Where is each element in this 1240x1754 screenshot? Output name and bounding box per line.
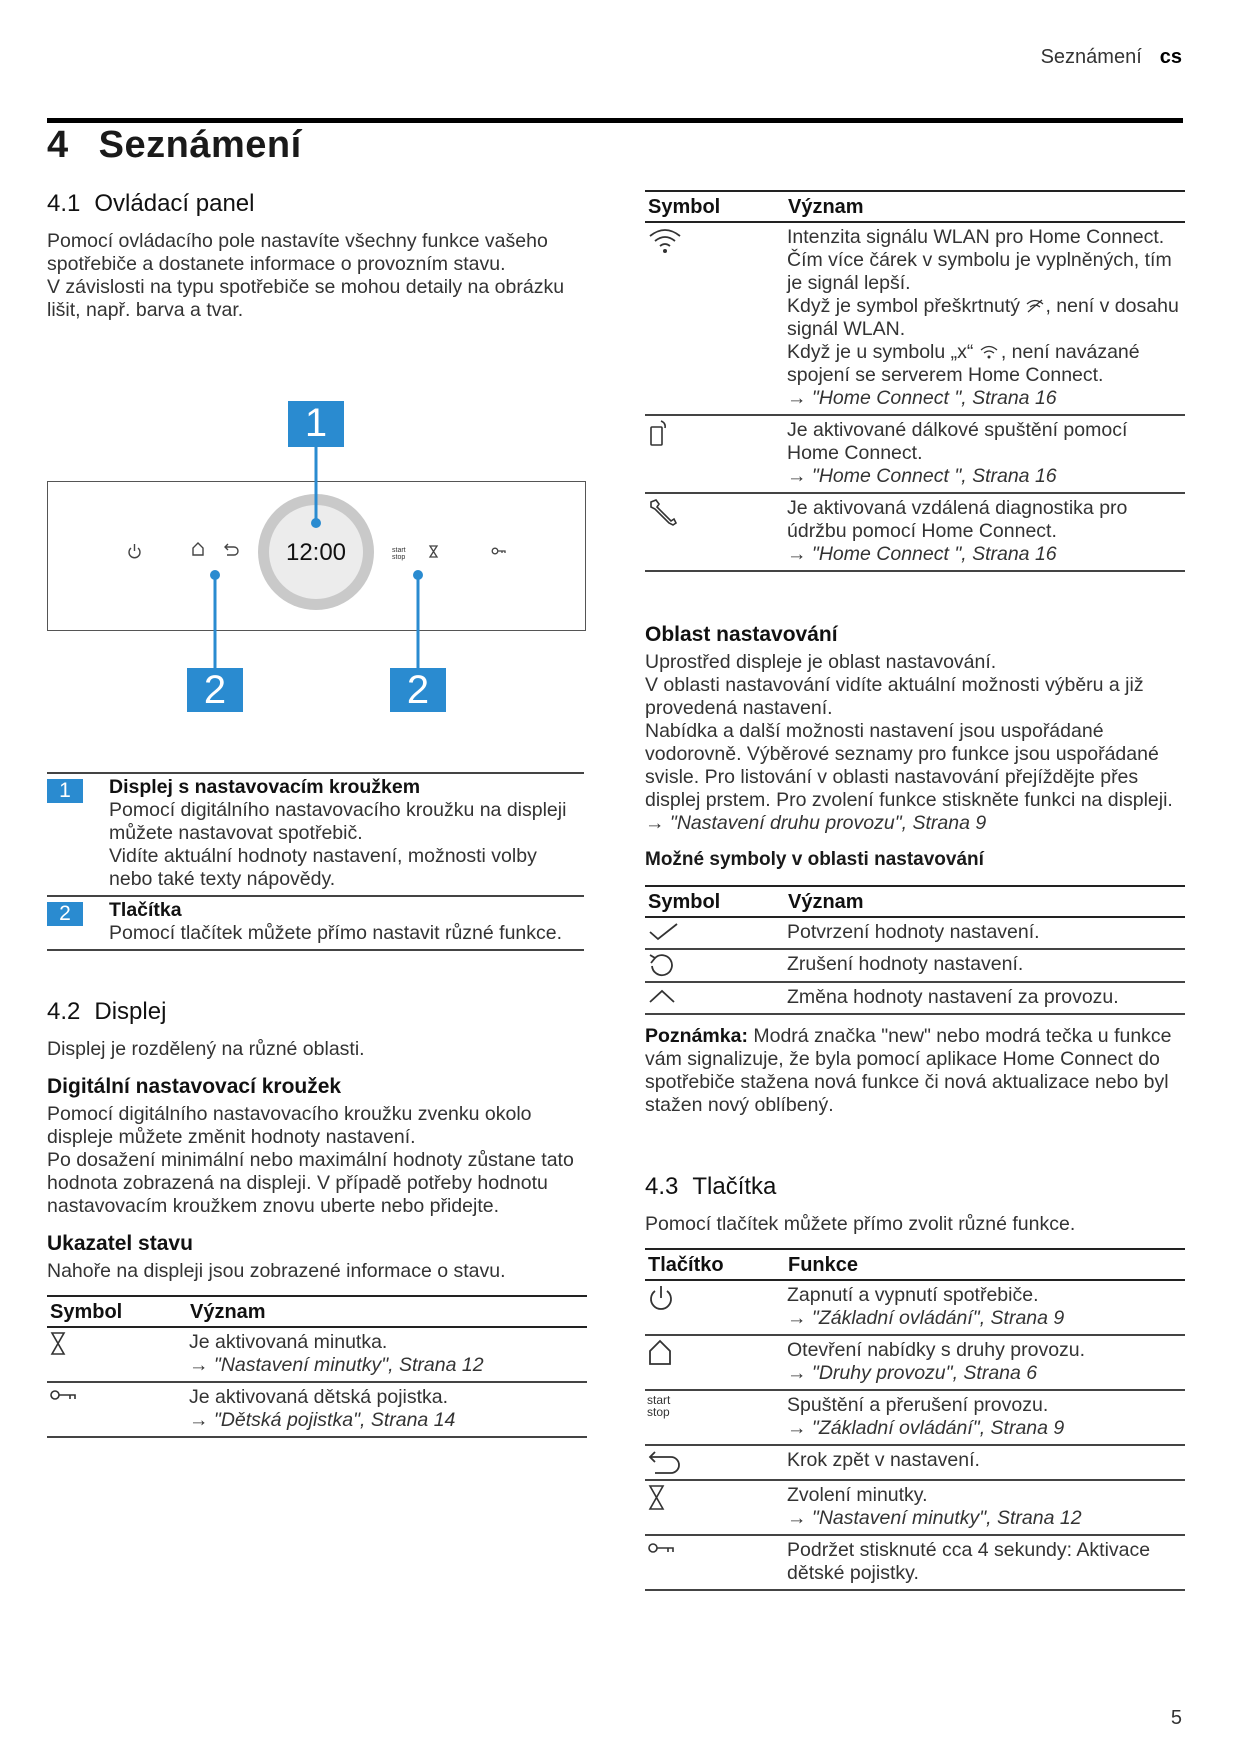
- legend-title: Tlačítka: [109, 899, 182, 921]
- page-number: 5: [1170, 1707, 1182, 1729]
- stop-label: stop: [392, 554, 406, 561]
- table-cell: Zapnutí a vypnutí spotřebiče.: [787, 1284, 1039, 1306]
- section-4-3-heading: [645, 1173, 1185, 1201]
- hourglass-icon: [647, 1484, 667, 1512]
- table-cell: Změna hodnoty nastavení za provozu.: [785, 982, 1185, 1014]
- table-header: Funkce: [785, 1249, 1185, 1280]
- back-icon: [647, 1449, 683, 1475]
- hourglass-icon: [49, 1331, 69, 1357]
- running-header-lang: cs: [1159, 46, 1182, 68]
- table-cell: Zrušení hodnoty nastavení.: [785, 949, 1185, 982]
- legend-badge: 2: [47, 902, 83, 926]
- settings-symbols-table: [645, 885, 1185, 1015]
- display-time: 12:00: [285, 539, 347, 566]
- hourglass-icon: [430, 546, 437, 557]
- table-cell-with-icon: [787, 341, 1183, 387]
- table-row: [47, 1327, 587, 1382]
- cross-reference-link[interactable]: → "Druhy provozu", Strana 6: [787, 1362, 1038, 1384]
- table-cell: Podržet stisknuté cca 4 sekundy: Aktivace dětské pojistky.: [785, 1535, 1185, 1590]
- section-number: 4.1: [47, 190, 81, 217]
- table-header: Symbol: [645, 886, 785, 917]
- paragraph: Uprostřed displeje je oblast nastavování.: [645, 651, 997, 673]
- cross-reference-link[interactable]: → "Nastavení druhu provozu", Strana 9: [645, 812, 987, 834]
- cross-reference-link[interactable]: → "Home Connect ", Strana 16: [787, 543, 1057, 565]
- chevron-up-icon: [647, 986, 679, 1006]
- wrench-icon: [647, 497, 679, 527]
- table-header: Význam: [187, 1296, 587, 1327]
- text-part: , není v dosahu signál WLAN.: [787, 295, 1179, 340]
- table-cell: Intenzita signálu WLAN pro Home Connect.: [787, 226, 1165, 248]
- wifi-crossed-icon: [1025, 298, 1045, 314]
- paragraph: V závislosti na typu spotřebiče se mohou detaily na obrázku lišit, např. barva a tvar.: [47, 276, 565, 321]
- paragraph: V oblasti nastavování vidíte aktuální možnosti výběru a již provedená nastavení.: [645, 674, 1144, 719]
- subsection-subtitle: Možné symboly v oblasti nastavování: [645, 849, 984, 870]
- table-row: [645, 222, 1185, 415]
- chapter-title: [47, 124, 302, 167]
- undo-icon: [647, 953, 677, 977]
- power-icon: [129, 544, 140, 558]
- table-header: Význam: [785, 191, 1185, 222]
- section-number: 4.2: [47, 998, 81, 1025]
- status-symbols-table: [47, 1295, 587, 1438]
- legend-badge: 1: [47, 779, 83, 803]
- section-4-2: [47, 998, 587, 1438]
- table-cell: Je aktivovaná dětská pojistka.: [189, 1386, 449, 1408]
- paragraph: Displej je rozdělený na různé oblasti.: [47, 1038, 365, 1060]
- table-cell: Spuštění a přerušení provozu.: [787, 1394, 1049, 1416]
- key-icon: [647, 1539, 677, 1559]
- cross-reference-link[interactable]: → "Home Connect ", Strana 16: [787, 387, 1057, 409]
- callout-dot-2a: [210, 570, 220, 580]
- running-header-section: Seznámení: [1040, 46, 1142, 68]
- section-title: Displej: [94, 998, 167, 1025]
- callout-2b: 2: [390, 668, 446, 712]
- paragraph: Po dosažení minimální nebo maximální hodnoty zůstane tato hodnota zobrazená na displeji. V případě potřeby hodnotu nastavovacím kroužkem znovu uberte nebo přidejte.: [47, 1149, 574, 1217]
- note-label: Poznámka:: [645, 1025, 748, 1047]
- table-row: [645, 1480, 1185, 1535]
- remote-start-icon: [647, 419, 671, 449]
- table-row: [645, 917, 1185, 949]
- callout-dot-1: [311, 518, 321, 528]
- section-4-3: [645, 1173, 1185, 1591]
- legend-text: Pomocí tlačítek můžete přímo nastavit různé funkce.: [109, 922, 563, 944]
- legend-title: Displej s nastavovacím kroužkem: [109, 776, 421, 798]
- paragraph: Nabídka a další možnosti nastavení jsou uspořádané vodorovně. Výběrové seznamy pro funkce jsou uspořádané svisle. Pro listování v oblasti nastavování přejíždějte přes displej prstem. Pro zvolení funkce stiskněte funkci na displeji.: [645, 720, 1173, 811]
- cross-reference-link[interactable]: → "Nastavení minutky", Strana 12: [787, 1507, 1082, 1529]
- table-row: [645, 415, 1185, 493]
- header-rule: [47, 118, 1183, 123]
- cross-reference-link[interactable]: → "Dětská pojistka", Strana 14: [189, 1409, 456, 1431]
- wifi-icon: [647, 226, 683, 256]
- chapter-title-text: Seznámení: [98, 124, 302, 166]
- check-icon: [647, 921, 681, 943]
- table-row: [645, 1280, 1185, 1335]
- callout-dot-2b: [413, 570, 423, 580]
- table-row: [645, 493, 1185, 571]
- settings-area-section: [645, 623, 1185, 1117]
- table-cell: Potvrzení hodnoty nastavení.: [785, 917, 1185, 949]
- table-header: Tlačítko: [645, 1249, 785, 1280]
- cross-reference-link[interactable]: → "Základní ovládání", Strana 9: [787, 1417, 1065, 1439]
- key-icon: [492, 548, 505, 554]
- callout-2a: 2: [187, 668, 243, 712]
- table-cell: Krok zpět v nastavení.: [785, 1445, 1185, 1480]
- subsection-title: Ukazatel stavu: [47, 1232, 193, 1255]
- home-connect-symbols-table: [645, 190, 1185, 572]
- power-icon: [647, 1284, 675, 1312]
- cross-reference-link[interactable]: → "Nastavení minutky", Strana 12: [189, 1354, 484, 1376]
- cross-reference-link[interactable]: → "Home Connect ", Strana 16: [787, 465, 1057, 487]
- callout-1: 1: [288, 401, 344, 447]
- buttons-table: [645, 1248, 1185, 1591]
- start-label: start: [647, 1393, 671, 1407]
- section-4-1-heading: [47, 190, 587, 218]
- section-title: Ovládací panel: [94, 190, 255, 217]
- legend-item: [47, 897, 584, 951]
- legend-text: Vidíte aktuální hodnoty nastavení, možnosti volby nebo také texty nápovědy.: [109, 845, 537, 890]
- table-cell: Je aktivovaná minutka.: [189, 1331, 388, 1353]
- table-cell: Otevření nabídky s druhy provozu.: [787, 1339, 1086, 1361]
- table-cell: Čím více čárek v symbolu je vyplněných, tím je signál lepší.: [787, 249, 1172, 294]
- table-row: [645, 1445, 1185, 1480]
- legend-text: Pomocí digitálního nastavovacího kroužku na displeji můžete nastavovat spotřebič.: [109, 799, 567, 844]
- start-stop-icon: [647, 1394, 783, 1418]
- paragraph: Pomocí tlačítek můžete přímo zvolit různé funkce.: [645, 1213, 1076, 1235]
- home-icon: [193, 543, 203, 555]
- subsection-title: Digitální nastavovací kroužek: [47, 1075, 342, 1098]
- table-row: [645, 982, 1185, 1014]
- table-cell-with-icon: [787, 295, 1183, 341]
- subsection-title: Oblast nastavování: [645, 623, 838, 646]
- table-cell: Zvolení minutky.: [787, 1484, 928, 1506]
- table-row: [645, 1335, 1185, 1390]
- cross-reference-link[interactable]: → "Základní ovládání", Strana 9: [787, 1307, 1065, 1329]
- text-part: , není navázané spojení se serverem Home Connect.: [787, 341, 1140, 386]
- start-label: start: [392, 547, 406, 554]
- home-icon: [647, 1339, 675, 1367]
- note-text: Modrá značka "new" nebo modrá tečka u funkce vám signalizuje, že byla pomocí aplikace Home Connect do spotřebiče stažena nová funkce či nová aktualizace nebo byl stažen nový oblíbený.: [645, 1025, 1172, 1116]
- table-cell: Je aktivovaná vzdálená diagnostika pro údržbu pomocí Home Connect.: [787, 497, 1128, 542]
- note: [645, 1025, 1185, 1117]
- paragraph: Nahoře na displeji jsou zobrazené informace o stavu.: [47, 1260, 506, 1282]
- stop-label: stop: [647, 1405, 670, 1419]
- table-header: Symbol: [47, 1296, 187, 1327]
- home-connect-symbols: [645, 190, 1185, 572]
- section-4-1: [47, 190, 587, 322]
- back-icon: [225, 544, 238, 555]
- section-4-2-heading: [47, 998, 587, 1026]
- section-number: 4.3: [645, 1173, 679, 1200]
- paragraph: Pomocí ovládacího pole nastavíte všechny funkce vašeho spotřebiče a dostanete informace o provozním stavu.: [47, 230, 548, 275]
- running-header: [1041, 46, 1182, 69]
- legend-item: [47, 772, 584, 897]
- text-part: Když je symbol přeškrtnutý: [787, 295, 1021, 317]
- text-part: Když je u symbolu „x“: [787, 341, 974, 363]
- table-row: [645, 1390, 1185, 1445]
- chapter-number: 4: [47, 124, 69, 166]
- section-title: Tlačítka: [692, 1173, 777, 1200]
- key-icon: [49, 1386, 79, 1406]
- table-row: [645, 949, 1185, 982]
- table-row: [47, 1382, 587, 1437]
- paragraph: Pomocí digitálního nastavovacího kroužku zvenku okolo displeje můžete změnit hodnoty nastavení.: [47, 1103, 532, 1148]
- table-header: Význam: [785, 886, 1185, 917]
- table-cell: Je aktivované dálkové spuštění pomocí Home Connect.: [787, 419, 1128, 464]
- wifi-x-icon: [979, 344, 1001, 360]
- table-row: [645, 1535, 1185, 1590]
- table-header: Symbol: [645, 191, 785, 222]
- figure-legend: [47, 772, 584, 951]
